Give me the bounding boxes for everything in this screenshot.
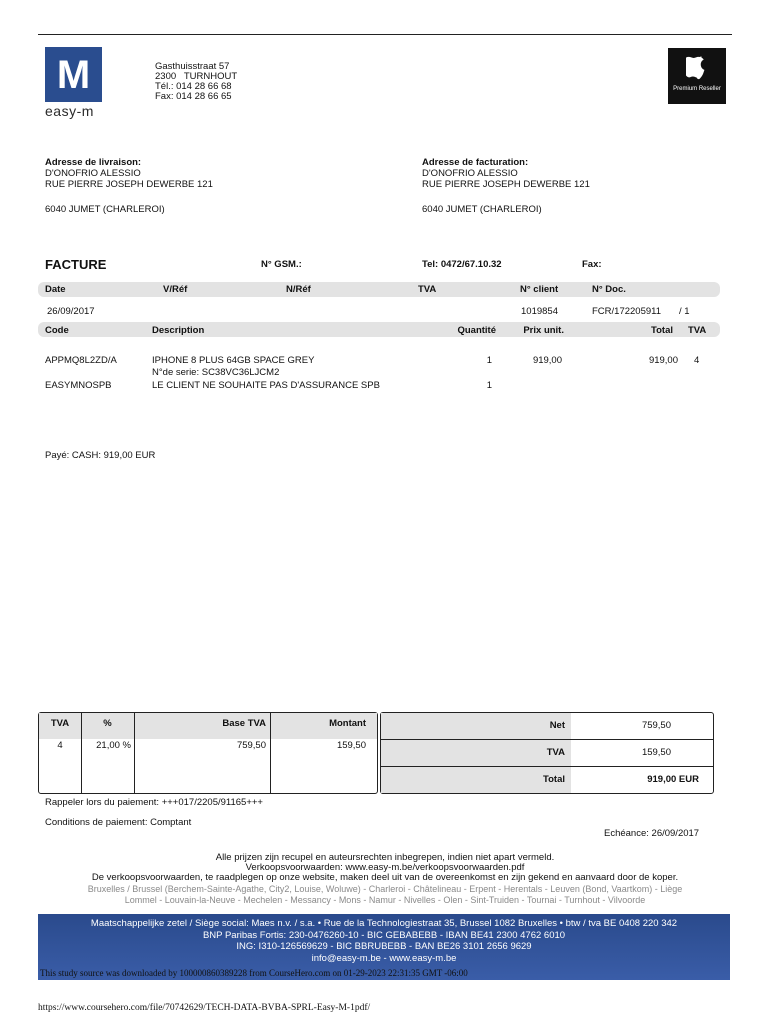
logo-text: easy-m [45,103,94,119]
document-title: FACTURE [45,257,107,272]
billing-name: D'ONOFRIO ALESSIO [422,168,518,179]
info-doc: FCR/172205911 [592,306,662,317]
col-description: Description [152,325,205,336]
reseller-label: Premium Reseller [673,86,721,92]
item-description: IPHONE 8 PLUS 64GB SPACE GREY [152,355,315,366]
col-tva: TVA [418,284,437,295]
tel-label: Tel: 0472/67.10.32 [422,259,502,270]
address-line: Gasthuisstraat 57 [155,61,230,72]
tax-table [38,712,378,794]
item-code: APPMQ8L2ZD/A [45,355,117,366]
address-line: Tél.: 014 28 66 68 [155,81,232,92]
col-doc: N° Doc. [592,284,626,295]
item-quantity: 1 [486,380,492,391]
tva-value: 159,50 [641,747,671,758]
billing-city: 6040 JUMET (CHARLEROI) [422,204,542,215]
download-watermark: This study source was downloaded by 100000860389228 from CourseHero.com on 01-29-2023 22:31:35 GMT -06:00 [40,968,468,978]
logo-letter: M [56,52,91,97]
footer-line: Maatschappelijke zetel / Siège social: Maes n.v. / s.a. • Rue de la Technologiestraat 35, Brussel 1082 Bruxelles • btw / tva BE 0408 220 342 [90,918,678,929]
tax-base: 759,50 [236,740,266,751]
item-code: EASYMNOSPB [45,380,112,391]
shipping-street: RUE PIERRE JOSEPH DEWERBE 121 [45,179,213,190]
shipping-city: 6040 JUMET (CHARLEROI) [45,204,165,215]
col-date: Date [45,284,66,295]
footer-line: ING: I310-126569629 - BIC BBRUBEBB - BAN BE26 3101 2656 9629 [236,941,532,952]
total-value: 919,00 EUR [647,774,699,785]
tax-tva: 4 [57,740,63,751]
legal-line: De verkoopsvoorwaarden, te raadplegen op onze website, maken deel uit van de overeenkomst en zijn gekend en aanvaard door de koper. [91,872,679,883]
source-url: https://www.coursehero.com/file/70742629/TECH-DATA-BVBA-SPRL-Easy-M-1pdf/ [38,1003,371,1013]
billing-address [422,157,590,215]
payment-reminder: Rappeler lors du paiement: +++017/2205/91165+++ [45,797,263,808]
tax-col-pct: % [103,718,112,729]
col-item-tva: TVA [688,325,707,336]
easy-m-logo [45,47,102,102]
tax-col-base: Base TVA [222,718,266,729]
col-quantity: Quantité [457,325,496,336]
company-address [155,62,237,102]
fax-label: Fax: [582,259,602,270]
net-label: Net [381,713,571,739]
col-vref: V/Réf [163,284,188,295]
address-line: 2300 TURNHOUT [155,71,238,82]
col-unit-price: Prix unit. [523,325,564,336]
shipping-address [45,157,213,215]
item-tva: 4 [694,355,700,366]
billing-street: RUE PIERRE JOSEPH DEWERBE 121 [422,179,590,190]
billing-label: Adresse de facturation: [422,157,529,168]
item-quantity: 1 [486,355,492,366]
shipping-label: Adresse de livraison: [45,157,142,168]
tva-label: TVA [381,740,571,766]
info-client: 1019854 [521,306,558,317]
total-label: Total [381,767,571,793]
item-unit-price: 919,00 [532,355,562,366]
tax-pct: 21,00 % [96,740,131,751]
address-line: Fax: 014 28 66 65 [155,91,232,102]
item-serial: N°de serie: SC38VC36LJCM2 [152,367,280,378]
tax-montant: 159,50 [336,740,366,751]
top-rule [38,34,732,35]
tax-col-tva: TVA [50,718,70,729]
tax-col-montant: Montant [329,718,366,729]
totals-box [380,712,714,794]
legal-line: Verkoopsvoorwaarden: www.easy-m.be/verkoopsvoorwaarden.pdf [245,862,525,873]
net-value: 759,50 [641,720,671,731]
legal-notes [38,853,732,883]
cities-line: Bruxelles / Brussel (Berchem-Sainte-Agathe, City2, Louise, Woluwe) - Charleroi - Châtelineau - Erpent - Herentals - Leuven (Bond, Vaartkom) - Liège [87,884,683,894]
total-row [381,767,713,793]
item-total: 919,00 [648,355,678,366]
col-code: Code [45,325,69,336]
store-locations [38,884,732,906]
payment-conditions: Conditions de paiement: Comptant [45,817,192,828]
info-page: / 1 [679,306,690,317]
footer-line: info@easy-m.be - www.easy-m.be [311,952,457,964]
apple-premium-reseller-badge [668,48,726,104]
footer-line: BNP Paribas Fortis: 230-0476260-10 - BIC GEBABEBB - IBAN BE41 2300 4762 6010 [202,929,566,941]
cities-line: Lommel - Louvain-la-Neuve - Mechelen - Messancy - Mons - Namur - Nivelles - Olen - Sint-Truiden - Tournai - Turnhout - Vilvoorde [124,895,646,905]
item-description: LE CLIENT NE SOUHAITE PAS D'ASSURANCE SPB [152,380,380,391]
col-client: N° client [520,284,559,295]
apple-icon [686,56,708,82]
payment-info: Payé: CASH: 919,00 EUR [45,450,156,461]
due-date: Echéance: 26/09/2017 [604,828,700,839]
gsm-label: N° GSM.: [261,259,302,270]
tva-row [381,740,713,766]
col-total: Total [651,325,673,336]
info-date: 26/09/2017 [47,306,95,317]
shipping-name: D'ONOFRIO ALESSIO [45,168,141,179]
legal-line: Alle prijzen zijn recupel en auteursrechten inbegrepen, indien niet apart vermeld. [215,852,555,863]
net-row [381,713,713,739]
col-nref: N/Réf [286,284,311,295]
